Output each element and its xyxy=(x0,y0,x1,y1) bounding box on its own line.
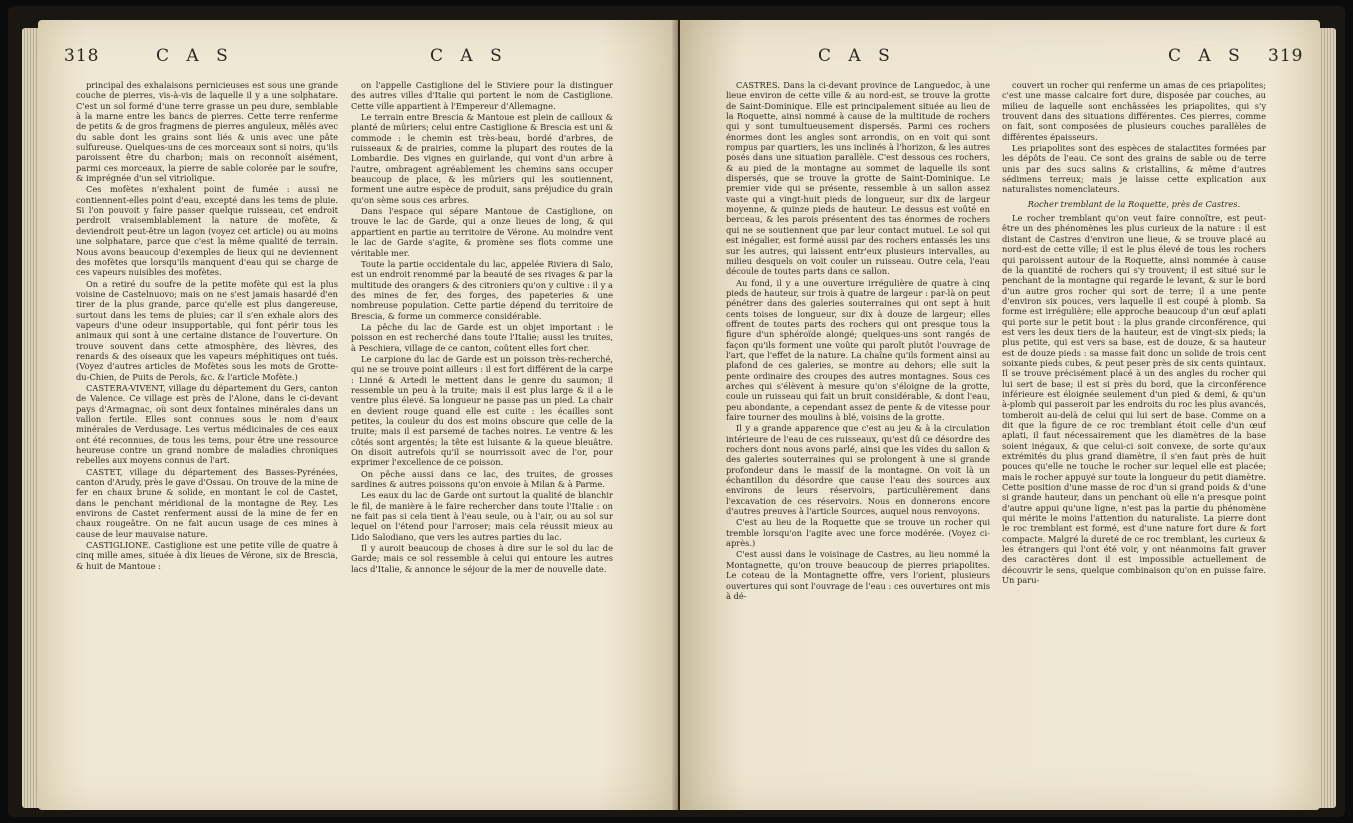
paragraph: Le rocher tremblant qu'on veut faire connoître, est peut-être un des phénomènes les plus curieux de la nature : il est distant de Castres d'environ une lieue, & se trouve placé au nord-est de cette ville; il est le plus élevé de tous les rochers qui paroissent autour de la Roquette, ainsi nommée à cause de la quantité de rochers qui s'y trouvent; il est situé sur le penchant de la montagne qui regarde le levant, & sur le bord d'un autre gros rocher qui sort de terre; il a une pente d'environ six pouces, vers laquelle il est coupé à plomb. Sa forme est irrégulière; elle approche beaucoup d'un œuf aplati qui porte sur le petit bout : la plus grande circonférence, qui est vers les deux tiers de la hauteur, est de vingt-six pieds; la plus petite, qui est vers sa base, est de douze, & sa hauteur est de douze pieds : sa masse fait donc un solide de trois cent soixante pieds cubes, & peut peser près de six cents quintaux. Il se trouve précisément placé à un des angles du rocher qui lui sert de base; il est si près du bord, que la circonférence inférieure est éloignée seulement d'un pied & demi, & qu'un à-plomb qui passeroit par les endroits du roc les plus avancés, tomberoit au-delà de celui qui lui sert de base. Comme on a dit que la figure de ce roc tremblant étoit celle d'un œuf aplati, il faut nécessairement que les diamètres de la base soient inégaux, & que celui-ci soit convexe, de sorte qu'aux extrémités du plus grand diamètre, il s'en faut près de huit pouces qu'elle ne touche le rocher sur lequel elle est placée; mais le rocher appuyé sur toute la longueur du petit diamètre. Cette position d'une masse de roc d'un si grand poids & d'une si grande hauteur, dans un penchant où elle n'a presque point d'autre appui qu'une ligne, n'est pas la partie du phénomène qui mérite le moins l'attention du naturaliste. La pierre dont le roc tremblant est formé, est d'une nature fort dure & fort compacte. Malgré la dureté de ce roc tremblant, les curieux & les étrangers qui l'ont été voir, y ont néanmoins fait graver des caractères dont il est impossible actuellement de découvrir le sens, quelque combinaison qu'on en puisse faire. Un paru- xyxy=(1002,213,1266,586)
left-running-head xyxy=(38,46,678,68)
paragraph: Dans l'espace qui sépare Mantoue de Castiglione, on trouve le lac de Garde, qui a onze lieues de long, & qui appartient en partie au territoire de Vérone. Au moindre vent le lac de Garde s'agite, & promène ses flots comme une véritable mer. xyxy=(351,206,613,258)
right-column-1 xyxy=(726,80,990,805)
paragraph: On pêche aussi dans ce lac, des truites, de grosses sardines & autres poissons qu'on envoie à Milan & à Parme. xyxy=(351,468,613,490)
right-running-head xyxy=(680,46,1320,68)
left-page xyxy=(38,20,678,810)
right-page-number: 319 xyxy=(1268,46,1304,66)
paragraph: Ces mofètes n'exhalent point de fumée : aussi ne contiennent-elles point d'eau, excepté dans les tems de pluie. Si l'on pouvoit y faire passer quelque ruisseau, cet endroit perdroit vraisemblablement la nature de mofète, & deviendroit peut-être un lagon (voyez cet article) ou au moins une solphatare, parce que c'est la même qualité de terrain. Nous avons beaucoup d'exemples de lieux qui ne deviennent des mofètes que lorsqu'ils manquent d'eau qui se charge de ces vapeurs nuisibles des mofètes. xyxy=(76,184,338,278)
page-edges-right xyxy=(1318,28,1336,808)
paragraph: C'est au lieu de la Roquette que se trouve un rocher qui tremble lorsqu'on l'agite avec une force modérée. (Voyez ci-après.) xyxy=(726,517,990,549)
book-spread xyxy=(8,6,1345,817)
left-head-title-1: C A S xyxy=(156,46,234,66)
paragraph: La pêche du lac de Garde est un objet important : le poisson en est recherché dans toute l'Italie; aussi les truites, à Peschiera, village de ce canton, coûtent elles fort cher. xyxy=(351,321,613,353)
left-column-2 xyxy=(351,80,613,805)
paragraph: CASTRES. Dans la ci-devant province de Languedoc, à une lieue environ de cette ville & au nord-est, se trouve la grotte de Saint-Dominique. Elle est principalement située au lieu de la Roquette, ainsi nommé à cause de la multitude de rochers qui y sont tumultueusement dispersés. Parmi ces rochers énormes dont les angles sont arrondis, on en voit qui sont rompus par quartiers, les uns inclinés à l'horizon, & les autres posés dans une situation parallèle. C'est dessous ces rochers, & au pied de la montagne au sommet de laquelle ils sont dispersés, que se trouve la grotte de Saint-Dominique. Le premier vide qui se présente, ressemble à un sallon assez vaste qui a vingt-huit pieds de longueur, sur dix de largeur moyenne, & quinze pieds de hauteur. Le dessus est voûté en berceau, & les parois présentent des tas énormes de rochers qui ne se soutiennent que par leur contact mutuel. Le sol qui est inégalier, est formé aussi par des rochers entassés les uns sur les autres, qui laissent entr'eux plusieurs intervalles, au milieu desquels on voit couler un ruisseau. Outre cela, l'eau découle de toutes parts dans ce sallon. xyxy=(726,80,990,277)
paragraph: Les priapolites sont des espèces de stalactites formées par les dépôts de l'eau. Ce sont des grains de sable ou de terre unis par des sucs salins & cristallins, & même d'autres sédimens terreux; mais je laisse cette explication aux naturalistes nomenclateurs. xyxy=(1002,143,1266,195)
right-page xyxy=(680,20,1320,810)
left-head-title-2: C A S xyxy=(430,46,508,66)
left-column-1 xyxy=(76,80,338,805)
right-head-title-2: C A S xyxy=(1168,46,1246,66)
paragraph: On a retiré du soufre de la petite mofète qui est la plus voisine de Castelnuovo; mais on ne s'est jamais hasardé d'en tirer de la plus grande, parce qu'elle est plus dangereuse, surtout dans les tems de pluies; car il s'en exhale alors des vapeurs d'une odeur insupportable, qui font périr tous les animaux qui sont à une certaine distance de l'ouverture. On trouve souvent dans cette atmosphère, des lièvres, des renards & des oiseaux que les vapeurs méphitiques ont tués. (Voyez d'autres articles de Mofètes sous les mots de Grotte-du-Chien, de Puits de Perols, &c. & l'article Mofète.) xyxy=(76,278,338,382)
paragraph: Les eaux du lac de Garde ont surtout la qualité de blanchir le fil, de manière à le faire rechercher dans toute l'Italie : on ne fait pas si cela tient à l'eau seule, ou à l'air, ou au sol sur lequel on l'étend pour l'arroser; mais cela réussit mieux au Lido Salodiano, que vers les autres parties du lac. xyxy=(351,490,613,542)
paragraph: Il y auroit beaucoup de choses à dire sur le sol du lac de Garde; mais ce sol ressemble à celui qui entoure les autres lacs d'Italie, & annonce le séjour de la mer de nouvelle date. xyxy=(351,543,613,574)
right-column-2 xyxy=(1002,80,1266,805)
right-head-title-1: C A S xyxy=(818,46,896,66)
paragraph: Au fond, il y a une ouverture irrégulière de quatre à cinq pieds de hauteur, sur trois à quatre de largeur : par-là on peut pénétrer dans des galeries souterraines qui ont sept à huit cents toises de longueur, sur dix à douze de largeur; elles offrent de toutes parts des rochers qui ont presque tous la figure d'un sphéroïde alongé; quelques-uns sont rangés de façon qu'ils forment une voûte qui paroît plutôt l'ouvrage de l'art, que l'effet de la nature. La chaîne qu'ils forment ainsi au plafond de ces galeries, se montre au dehors; elle suit la pente ordinaire des croupes des autres montagnes. Sous ces arches qui s'élèvent à mesure qu'on s'éloigne de la grotte, coule un ruisseau qui fait un bruit considérable, & dont l'eau, peu abondante, a cependant assez de pente & de vitesse pour faire tourner des moulins à blé, voisins de la grotte. xyxy=(726,277,990,422)
paragraph: C'est aussi dans le voisinage de Castres, au lieu nommé la Montagnette, qu'on trouve beaucoup de pierres priapolites. Le coteau de la Montagnette offre, vers l'orient, plusieurs ouvertures qui sont l'ouvrage de l'eau : ces ouvertures ont mis à dé- xyxy=(726,549,990,601)
paragraph: CASTERA-VIVENT, village du département du Gers, canton de Valence. Ce village est près de l'Alone, dans le ci-devant pays d'Armagnac, où sont deux fontaines minérales dans un vallon fertile. Elles sont connues sous le nom d'eaux minérales de Verdusage. Les vertus médicinales de ces eaux ont été reconnues, de tous les tems, pour être une ressource heureuse contre un grand nombre de maladies chroniques rebelles aux moyens connus de l'art. xyxy=(76,382,338,466)
paragraph: Toute la partie occidentale du lac, appelée Riviera di Salo, est un endroit renommé par la beauté de ses rivages & par la multitude des orangers & des citroniers qu'on y cultive : il y a des mines de fer, des forges, des papeteries & une nombreuse population. Cette partie dépend du territoire de Brescia, & forme un commerce considérable. xyxy=(351,258,613,321)
paragraph: principal des exhalaisons pernicieuses est sous une grande couche de pierres, vis-à-vis de laquelle il y a une solphatare. C'est un sol formé d'une terre grasse un peu dure, semblable à la marne entre les bancs de pierres. Cette terre renferme de petits & de gros fragmens de pierres anguleux, mêlés avec du sable dont les grains sont liés & unis avec une pâte sulfureuse. Quelques-uns de ces morceaux sont si noirs, qu'ils paroissent être du charbon; mais on reconnoît aisément, parmi ces morceaux, la pierre de sable colorée par le soufre, & imprégnée d'un sel vitriolique. xyxy=(76,80,338,184)
paragraph: on l'appelle Castiglione del le Stiviere pour la distinguer des autres villes d'Italie qui portent le nom de Castiglione. Cette ville appartient à l'Empereur d'Allemagne. xyxy=(351,80,613,111)
paragraph: CASTET, village du département des Basses-Pyrénées, canton d'Arudy, près le gave d'Ossau. On trouve de la mine de fer en chaux brune & solide, en montant le col de Castet, dans le penchant méridional de la montagne de Rey. Les environs de Castet renferment aussi de la mine de fer en chaux rougeâtre. On ne fait aucun usage de ces mines à cause de leur mauvaise nature. xyxy=(76,466,338,539)
paragraph: Le terrain entre Brescia & Mantoue est plein de cailloux & planté de mûriers; celui entre Castiglione & Brescia est uni & commode : le chemin est très-beau, bordé d'arbres, de ruisseaux & de prairies, comme la plupart des routes de la Lombardie. Des vignes en guirlande, qui vont d'un arbre à l'autre, ombragent agréablement les chemins sans occuper beaucoup de place, & les mûriers qui les soutiennent, forment une autre espèce de produit, sans préjudice du grain qu'on sème sous ces arbres. xyxy=(351,112,613,205)
paragraph: Il y a grande apparence que c'est au jeu & à la circulation intérieure de l'eau de ces ruisseaux, qu'est dû ce désordre des rochers dont nous avons parlé, ainsi que les vides du sallon & des galeries souterraines qui se prolongent à une si grande profondeur dans le massif de la montagne. On voit là un échantillon du désordre que cause l'eau des sources aux environs de leurs réservoirs, particulièrement dans l'excavation de ces réservoirs. Nous en donnerons encore d'autres preuves à l'article Sources, auquel nous renvoyons. xyxy=(726,423,990,517)
paragraph: CASTIGLIONE. Castiglione est une petite ville de quatre à cinq mille ames, située à dix lieues de Vérone, six de Brescia, & huit de Mantoue : xyxy=(76,540,338,571)
paragraph: couvert un rocher qui renferme un amas de ces priapolites; c'est une masse calcaire fort dure, disposée par couches, au milieu de laquelle sont enchâssées les priapolites, qui s'y trouvent dans des situations différentes. Ces pierres, comme on fait, sont composées de plusieurs couches parallèles de différentes épaisseurs. xyxy=(1002,80,1266,142)
section-subheading: Rocher tremblant de la Roquette, près de Castres. xyxy=(1027,198,1241,209)
left-page-number: 318 xyxy=(64,46,100,66)
paragraph: Le carpione du lac de Garde est un poisson très-recherché, qui ne se trouve point ailleurs : il est fort différent de la carpe : Linné & Artedi le mettent dans le genre du saumon; il ressemble un peu à la truite; mais il est plus large & il a le ventre plus élevé. Sa longueur ne passe pas un pied. La chair en devient rouge quand elle est cuite : les écailles sont petites, la couleur du dos est moins obscure que celle de la truite; mais il est parsemé de taches noires. Le ventre & les côtés sont argentés; la tête est luisante & la queue bleuâtre. On disoit autrefois qu'il se nourrissoit avec de l'or, pour exprimer l'excellence de ce poisson. xyxy=(351,353,613,468)
